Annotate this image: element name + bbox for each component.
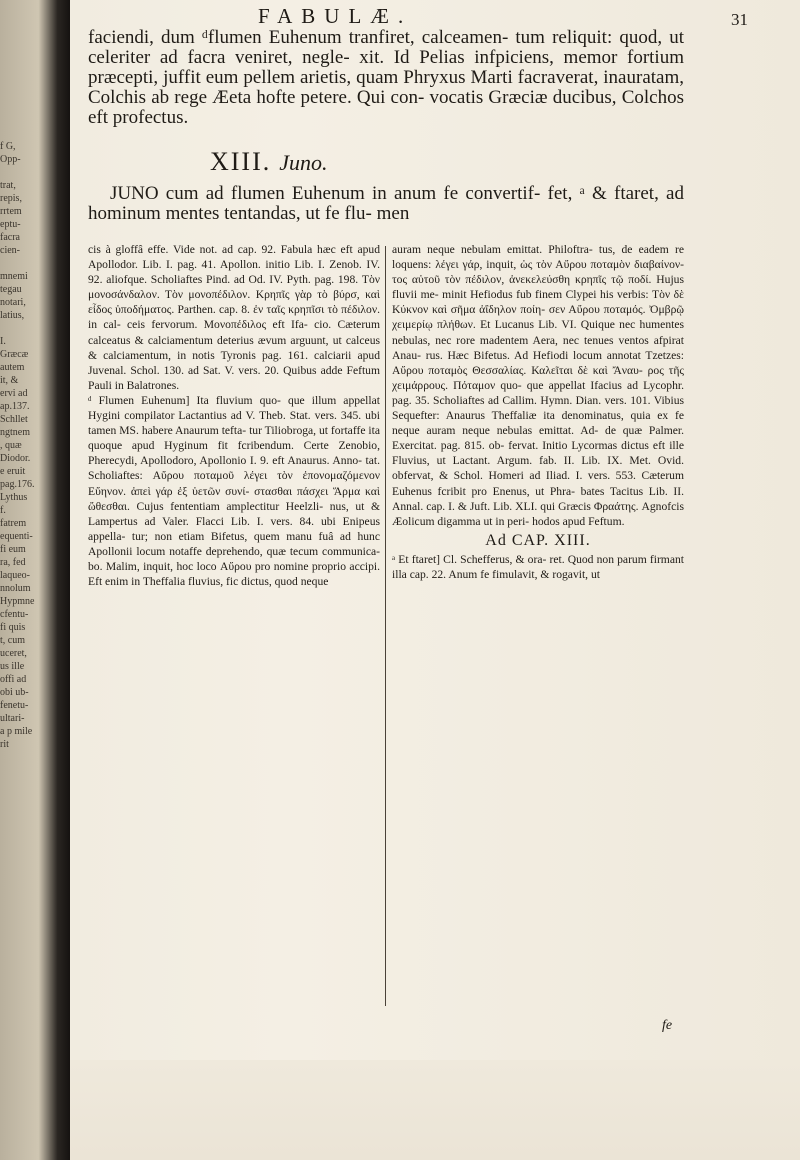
gutter-fragment: repis, xyxy=(0,193,22,204)
note-paragraph: auram neque nebulam emittat. Philoftra- tus, de eadem re loquens: λέγει γάρ, inquit, ὡς τὸν Αὔρου ποταμὸν διαβαίνον- τος αὐτοῦ τὸν πέδιλον, ἀνεκελεύσθη κρηπῖς τῷ ποδί. Hujus fluvii me- minit Hefiodus fub finem Clypei his verbis: Τὸν δὲ Κύκνον καὶ σῆμα ἀΐδηλον ποίη- σεν Αὔρου ποταμός. Ὀμβρῷ χειμερίῳ πλήθων. Et Lucanus Lib. VI. Quique nec humentes nebulas, nec rore madentem Aera, nec tenues ventos afpirat Anau- rus. Hæc Bifetus. Ad Hefiodi locum annotat Tzetzes: Αὔρου ποταμὸς Θεσσαλίας. Καλεῖται δὲ καὶ Ἄναυ- ρος τῆς χειμάρρους. Πόταμον quo- que appellat Ifacius ad Lycophr. pag. 35. Scholiaftes ad Callim. Hymn. Dian. vers. 101. Vibius Sequefter: Anaurus Theffaliæ ita denominatus, quia ex fe neque auram neque nebulas emittat. Ad- de quæ Palmer. Exercitat. pag. 815. ob- fervat. Initio Lycormas dictus eft ille Fluvius, ut Lactant. Argum. fab. II. Lib. IX. Met. Ovid. obfervat, & Schol. Homeri ad Iliad. I. vers. 553. Cæterum Euhenus fcribit pro Enenus, ut Phra- bates Tacitus Lib. II. Annal. cap. I. & Juft. Lib. XLI. qui Græcis Φραάτης. Agnofcis Æolicum digamma ut in peri- hodos apud Feftum. xyxy=(392,243,684,528)
section-title: Juno. xyxy=(279,150,328,175)
gutter-fragment xyxy=(0,166,44,179)
gutter-fragment: pag.176. xyxy=(0,479,35,490)
note-paragraph: ᵃ Et ftaret] Cl. Schefferus, & ora- ret. Quod non parum firmant illa cap. 22. Anum fe fimulavit, & rogavit, ut xyxy=(392,552,684,581)
gutter-fragment: Lythus xyxy=(0,492,28,503)
gutter-fragment: cfentu- xyxy=(0,609,29,620)
note-paragraph: cis à gloffâ effe. Vide not. ad cap. 92. Fabula hæc eft apud Apollodor. Lib. I. pag. 41. Apollon. initio Lib. I. Zenob. IV. 92. aliofque. Scholiaftes Pind. ad Od. IV. Pyth. pag. 198. Τὸν μονοσάνδαλον. Τὸν μονοπέδιλον. Κρηπῖς γὰρ τὸ βύρσ, καὶ εἶδος ὑποδήματος. Parthen. cap. 8. ἐν ταῖς κρηπῖσι τὸ πέδιλον. in cal- ceis fervorum. Μονοπέδιλος eft Ifa- cio. Cæterum calceatus & calciamentum deterius ævum arguunt, ut calceus & calciamentum, in notis Tyronis pag. 161. calciarii apud Juvenal. Schol. 130. ad Sat. V. vers. 20. Quibus adde Feftum Pauli in Balatrones. xyxy=(88,243,380,392)
gutter-fragment: Opp- xyxy=(0,154,21,165)
gutter-fragment: I. xyxy=(0,336,6,347)
gutter-fragment: eptu- xyxy=(0,219,21,230)
gutter-fragment: autem xyxy=(0,362,25,373)
catchword: fe xyxy=(662,1018,673,1033)
gutter-fragment: ra, fed xyxy=(0,557,26,568)
notes-left-column xyxy=(88,242,380,589)
gutter-fragment: equenti- xyxy=(0,531,33,542)
section-paragraph: JUNO cum ad flumen Euhenum in anum fe convertif- fet, ᵃ & ftaret, ad hominum mentes tentandas, ut fe flu- men xyxy=(88,183,684,224)
gutter-fragment: trat, xyxy=(0,180,16,191)
gutter-fragment: f G, xyxy=(0,141,16,152)
page-number: 31 xyxy=(731,10,748,29)
column-divider xyxy=(385,246,386,1006)
gutter-fragment: , quæ xyxy=(0,440,22,451)
gutter-fragment: Diodor. xyxy=(0,453,31,464)
page-bottom-margin xyxy=(70,1060,800,1160)
gutter-fragment: laqueo- xyxy=(0,570,30,581)
gutter-fragment: ngtnem xyxy=(0,427,30,438)
gutter-fragment: cien- xyxy=(0,245,20,256)
gutter-fragment: nnolum xyxy=(0,583,31,594)
running-title: FABULÆ. xyxy=(258,4,413,28)
notes-subheading: Ad CAP. XIII. xyxy=(485,531,591,549)
gutter-fragment: offi ad xyxy=(0,674,27,685)
gutter-fragment: e eruit xyxy=(0,466,26,477)
gutter-fragment: Hypmne xyxy=(0,596,35,607)
book-gutter xyxy=(0,0,70,1160)
gutter-fragment: Græcæ xyxy=(0,349,29,360)
gutter-fragment: fenetu- xyxy=(0,700,29,711)
main-paragraph: faciendi, dum ᵈflumen Euhenum tranfiret, calceamen- tum reliquit: quod, ut celeriter ad facra veniret, negle- xit. Id Pelias infpiciens, memor fortium præcepti, juffit eum pellem arietis, quam Phryxus Marti facraverat, inauratam, Colchis ab rege Æeta hofte petere. Qui con- vocatis Græciæ ducibus, Colchos eft profectus. xyxy=(88,27,684,128)
gutter-fragment: ultari- xyxy=(0,713,25,724)
gutter-fragment: Schllet xyxy=(0,414,28,425)
gutter-fragment: rrtem xyxy=(0,206,22,217)
gutter-fragment: ap.137. xyxy=(0,401,30,412)
gutter-fragment: facra xyxy=(0,232,20,243)
gutter-fragment: uceret, xyxy=(0,648,27,659)
gutter-fragment: it, & xyxy=(0,375,19,386)
gutter-fragment: tegau xyxy=(0,284,22,295)
gutter-fragment: fi quis xyxy=(0,622,26,633)
note-paragraph: ᵈ Flumen Euhenum] Ita fluvium quo- que illum appellat Hygini compilator Lactantius ad V. Theb. Stat. vers. 345. ubi tamen MS. habere Anaurum tefta- tur Tiliobroga, ut fortaffe ita quoque apud Hyginum fit fcribendum. Certe Zenobio, Pherecydi, Apollodoro, Apollonio I. 9. eft Anaurus. Anno- tat. Scholiaftes: Αὔρου ποταμοῦ λέγει τὸν ἐπονομαζόμενον Εὔηνον. ἀπεὶ γάρ ἐξ ὑετῶν συνί- στασθαι πάσχει Ἅρμα καὶ ὥθεσθαι. Cujus fententiam amplectitur Heelzli- nus, ut & Lampertus ad Valer. Flacci Lib. I. vers. 84. ubi Enipeus appella- tur; non etiam Bifetus, quem manu fuâ ad hunc Apollonii locum notaffe deprehendo, quæ tecum communica- bo. Malim, inquit, hoc loco Αὔρου pro nomine proprio accipi. Eft enim in Theffalia fluvius, fic dictus, quod neque xyxy=(88,393,380,589)
gutter-fragment: f. xyxy=(0,505,6,516)
gutter-fragment: mnemi xyxy=(0,271,28,282)
gutter-fragment: notari, xyxy=(0,297,26,308)
gutter-fragment: rit xyxy=(0,739,9,750)
gutter-fragment: a p mile xyxy=(0,726,33,737)
section-number: XIII. xyxy=(210,147,272,176)
section-text-block xyxy=(88,184,684,224)
gutter-fragment: obi ub- xyxy=(0,687,29,698)
gutter-fragment: ervi ad xyxy=(0,388,28,399)
section-heading xyxy=(210,147,328,177)
gutter-fragment: latius, xyxy=(0,310,25,321)
gutter-fragment: us ille xyxy=(0,661,25,672)
notes-right-column xyxy=(392,242,684,582)
facing-page-fragments xyxy=(0,140,44,751)
gutter-fragment xyxy=(0,322,44,335)
main-text-block xyxy=(88,28,684,128)
gutter-fragment: t, cum xyxy=(0,635,25,646)
gutter-fragment xyxy=(0,257,44,270)
gutter-fragment: fi eum xyxy=(0,544,26,555)
gutter-fragment: fatrem xyxy=(0,518,27,529)
